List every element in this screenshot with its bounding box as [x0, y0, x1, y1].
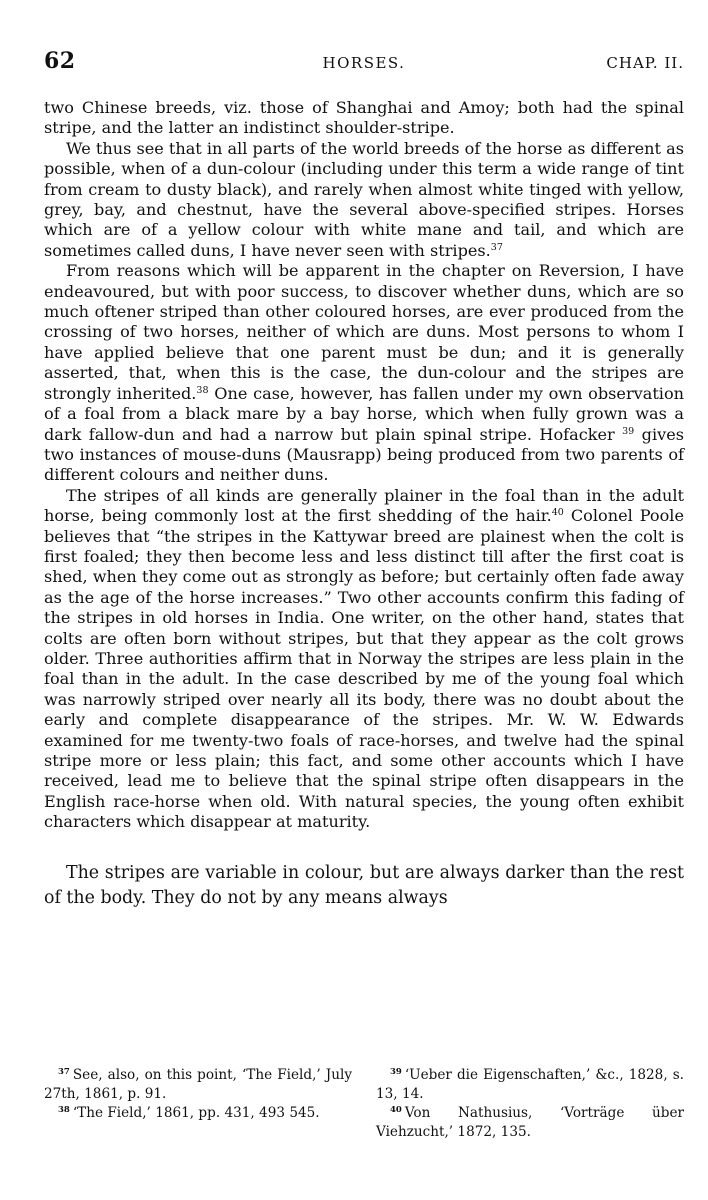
footnote-reference: 38 — [196, 384, 209, 396]
footnote-number: 38 — [58, 1105, 70, 1115]
footnote-reference: 40 — [551, 507, 564, 519]
footnote-number: 40 — [390, 1105, 402, 1115]
paragraph — [44, 261, 684, 485]
footnote-column-left — [44, 1066, 352, 1142]
footnote-text: Von Nathusius, ‘Vorträge über Viehzucht,’ 1872, 135. — [376, 1105, 684, 1140]
paragraph-text: gives two instances of mouse-duns (Mausrapp) being produced from two parents of different colours and neither duns. — [44, 424, 684, 485]
footnote — [44, 1104, 352, 1123]
paragraph-text: The stripes are variable in colour, but are always darker than the rest of the body. They do not by any means always — [44, 862, 684, 908]
running-head — [44, 48, 684, 84]
chapter-label: CHAP. II. — [606, 54, 684, 72]
paragraph-text: Colonel Poole believes that “the stripes in the Kattywar breed are plainest when the colt is first foaled; they then become less and less distinct till after the first coat is shed, when they come out as strongly as before; but certainly often fade away as the age of the horse increases.” Two other accounts confirm this fading of the stripes in old horses in India. One writer, on the other hand, states that colts are often born without stripes, but that they appear as the colt grows older. Three authorities affirm that in Norway the stripes are less plain in the foal than in the adult. In the case described by me of the young foal which was narrowly striped over nearly all its body, there was no doubt about the early and complete disappearance of the stripes. Mr. W. W. Edwards examined for me twenty-two foals of race-horses, and twelve had the spinal stripe more or less plain; this fact, and some other accounts which I have received, lead me to believe that the spinal stripe often disappears in the English race-horse when old. With natural species, the young often exhibit characters which disappear at maturity. — [44, 506, 684, 832]
paragraph — [44, 861, 684, 911]
body-text — [44, 98, 684, 911]
footnote-text: ‘Ueber die Eigenschaften,’ &c., 1828, s. 13, 14. — [376, 1067, 684, 1102]
footnote-reference: 39 — [622, 425, 635, 437]
running-title: HORSES. — [322, 54, 406, 72]
footnote — [376, 1066, 684, 1104]
footnote — [44, 1066, 352, 1104]
paragraph-text: We thus see that in all parts of the world breeds of the horse as different as possible, when of a dun-colour (including under this term a wide range of tint from cream to dusty black), and rarely when almost white tinged with yellow, grey, bay, and chestnut, have the several above-specified stripes. Horses which are of a yellow colour with white mane and tail, and which are sometimes called duns, I have never seen with stripes. — [44, 138, 684, 260]
footnote-text: ‘The Field,’ 1861, pp. 431, 493 545. — [72, 1105, 320, 1121]
paragraph-text: The stripes of all kinds are generally plainer in the foal than in the adult horse, being commonly lost at the first shedding of the hair. — [44, 485, 684, 526]
page — [44, 48, 684, 911]
footnote — [376, 1104, 684, 1142]
paragraph — [44, 139, 684, 261]
footnote-text: See, also, on this point, ‘The Field,’ July 27th, 1861, p. 91. — [44, 1067, 352, 1102]
paragraph — [44, 486, 684, 833]
paragraph-text: two Chinese breeds, viz. those of Shanghai and Amoy; both had the spinal stripe, and the latter an indistinct shoulder-stripe. — [44, 98, 684, 138]
footnote-number: 39 — [390, 1067, 402, 1077]
paragraph-text: One case, however, has fallen under my own observation of a foal from a black mare by a bay horse, which when fully grown was a dark fallow-dun and had a narrow but plain spinal stripe. Hofacker — [44, 383, 684, 444]
paragraph — [44, 98, 684, 139]
footnotes — [44, 1066, 684, 1142]
paragraph-text: From reasons which will be apparent in the chapter on Reversion, I have endeavoured, but with poor success, to discover whether duns, which are so much oftener striped than other coloured horses, are ever produced from the crossing of two horses, neither of which are duns. Most persons to whom I have applied believe that one parent must be dun; and it is generally asserted, that, when this is the case, the dun-colour and the stripes are strongly inherited. — [44, 261, 684, 403]
footnote-number: 37 — [58, 1067, 70, 1077]
footnote-column-right — [376, 1066, 684, 1142]
footnote-reference: 37 — [490, 241, 503, 253]
page-number: 62 — [44, 48, 76, 74]
